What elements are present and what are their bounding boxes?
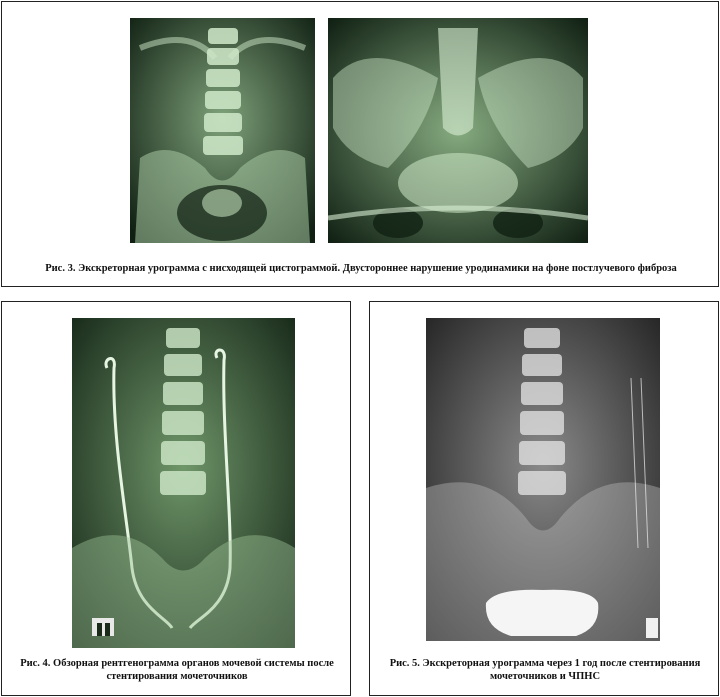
figure-5-panel [369,301,719,696]
figure-3-panel [1,1,719,287]
figure-3-xray-left [130,18,315,243]
figure-5-caption: Рис. 5. Экскреторная урограмма через 1 год после стентирования мочеточников и ЧПНС [389,658,701,682]
figure-4-xray [72,318,295,648]
figure-5-xray [426,318,660,641]
figure-4-caption: Рис. 4. Обзорная рентгенограмма органов мочевой системы после стентирования мочеточников [20,658,334,682]
figure-3-caption: Рис. 3. Экскреторная урограмма с нисходящей цистограммой. Двустороннее нарушение уродинамики на фоне постлучевого фиброза [45,263,677,274]
figure-4-panel [1,301,351,696]
figure-3-xray-right [328,18,588,243]
